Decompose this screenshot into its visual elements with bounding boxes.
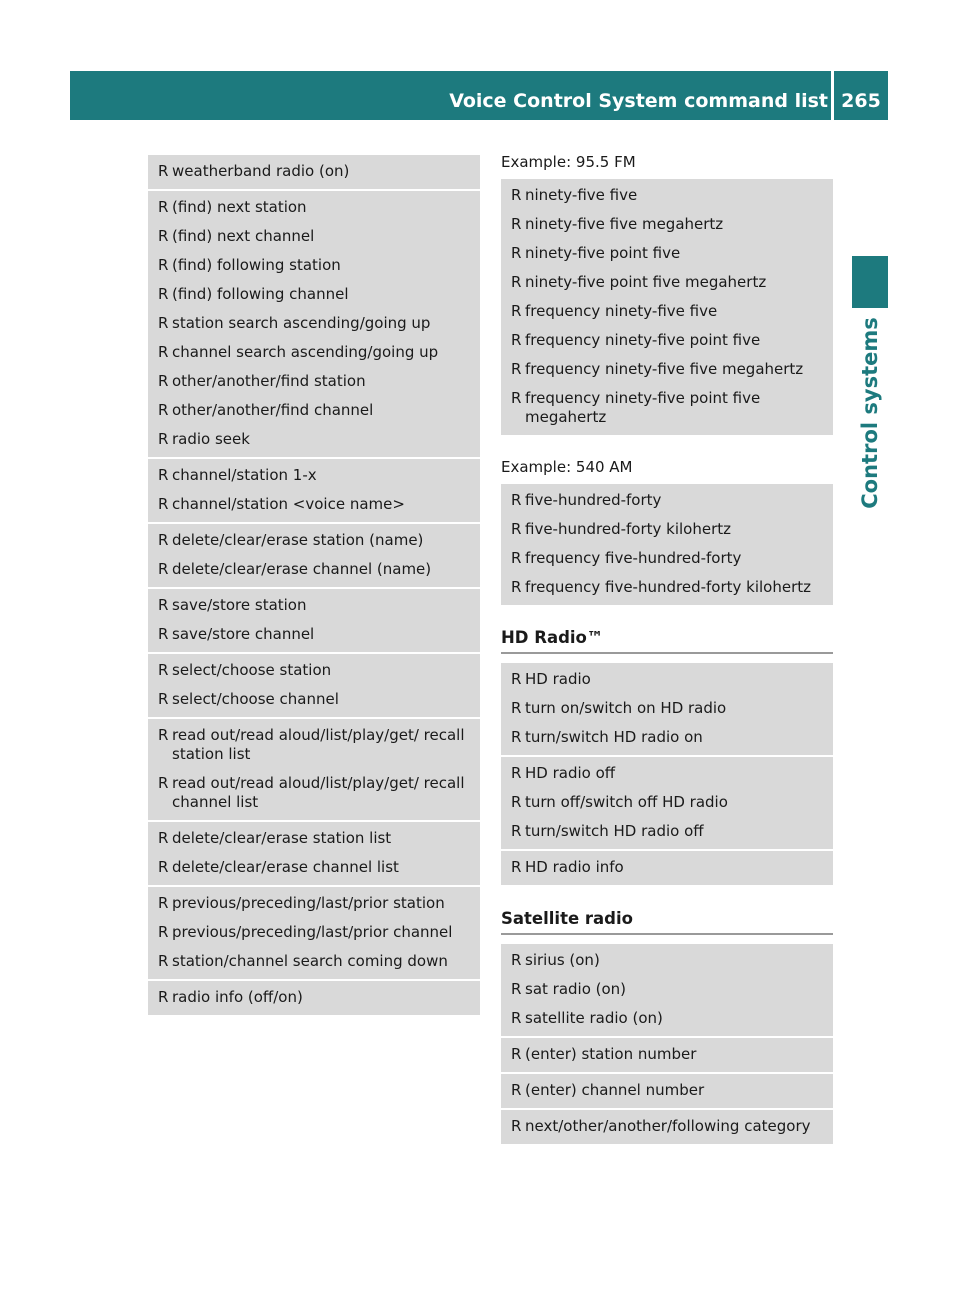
command-box bbox=[148, 981, 480, 1015]
bullet-icon: R bbox=[511, 215, 522, 233]
list-item-text: HD radio info bbox=[525, 858, 624, 876]
list-item bbox=[501, 186, 833, 205]
list-item bbox=[148, 829, 480, 848]
bullet-icon: R bbox=[511, 549, 522, 567]
list-item bbox=[148, 343, 480, 362]
example-am-label: Example: 540 AM bbox=[501, 458, 633, 476]
list-item bbox=[148, 858, 480, 877]
list-item-text: (find) following station bbox=[172, 256, 341, 274]
list-item-text: delete/clear/erase station (name) bbox=[172, 531, 424, 549]
hd-radio-boxes bbox=[501, 663, 833, 885]
list-item bbox=[501, 728, 833, 747]
page-title: Voice Control System command list bbox=[449, 90, 828, 112]
bullet-icon: R bbox=[158, 923, 169, 941]
list-item bbox=[148, 625, 480, 644]
bullet-icon: R bbox=[511, 793, 522, 811]
list-item-text: frequency ninety-five point five megahertz bbox=[525, 389, 761, 426]
list-item-text: station/channel search coming down bbox=[172, 952, 448, 970]
list-item-text: frequency ninety-five five bbox=[525, 302, 718, 320]
list-item-text: channel search ascending/going up bbox=[172, 343, 439, 361]
bullet-icon: R bbox=[511, 1117, 522, 1135]
list-item-text: (find) next station bbox=[172, 198, 307, 216]
list-item-text: satellite radio (on) bbox=[525, 1009, 663, 1027]
list-item-text: five-hundred-forty kilohertz bbox=[525, 520, 732, 538]
list-item bbox=[148, 430, 480, 449]
satellite-radio-command-box bbox=[501, 1110, 833, 1144]
list-item bbox=[148, 495, 480, 514]
list-item bbox=[501, 1081, 833, 1100]
list-item-text: frequency ninety-five five megahertz bbox=[525, 360, 804, 378]
list-item bbox=[501, 520, 833, 539]
list-item bbox=[501, 951, 833, 970]
bullet-icon: R bbox=[158, 952, 169, 970]
bullet-icon: R bbox=[158, 198, 169, 216]
bullet-icon: R bbox=[158, 314, 169, 332]
list-item bbox=[501, 215, 833, 234]
bullet-icon: R bbox=[511, 389, 522, 407]
list-item-text: delete/clear/erase station list bbox=[172, 829, 392, 847]
list-item bbox=[501, 1009, 833, 1028]
bullet-icon: R bbox=[158, 858, 169, 876]
list-item bbox=[148, 227, 480, 246]
list-item bbox=[501, 1117, 833, 1136]
list-item bbox=[501, 764, 833, 783]
list-item bbox=[148, 894, 480, 913]
bullet-icon: R bbox=[511, 1081, 522, 1099]
bullet-icon: R bbox=[158, 343, 169, 361]
bullet-icon: R bbox=[511, 578, 522, 596]
list-item-text: (enter) station number bbox=[525, 1045, 697, 1063]
bullet-icon: R bbox=[158, 661, 169, 679]
list-item-text: radio seek bbox=[172, 430, 250, 448]
list-item bbox=[148, 596, 480, 615]
bullet-icon: R bbox=[158, 988, 169, 1006]
bullet-icon: R bbox=[158, 726, 169, 744]
list-item bbox=[501, 822, 833, 841]
list-item bbox=[148, 661, 480, 680]
hd-radio-command-box bbox=[501, 851, 833, 885]
list-item bbox=[148, 285, 480, 304]
bullet-icon: R bbox=[158, 829, 169, 847]
bullet-icon: R bbox=[511, 273, 522, 291]
bullet-icon: R bbox=[511, 980, 522, 998]
list-item-text: delete/clear/erase channel list bbox=[172, 858, 399, 876]
list-item-text: select/choose channel bbox=[172, 690, 339, 708]
command-box bbox=[148, 155, 480, 189]
bullet-icon: R bbox=[158, 401, 169, 419]
list-item-text: frequency five-hundred-forty kilohertz bbox=[525, 578, 812, 596]
list-item-text: turn/switch HD radio off bbox=[525, 822, 704, 840]
command-box bbox=[148, 191, 480, 457]
list-item-text: HD radio bbox=[525, 670, 591, 688]
bullet-icon: R bbox=[158, 285, 169, 303]
list-item bbox=[501, 389, 833, 427]
list-item bbox=[148, 198, 480, 217]
bullet-icon: R bbox=[158, 430, 169, 448]
list-item bbox=[501, 980, 833, 999]
bullet-icon: R bbox=[511, 728, 522, 746]
satellite-radio-command-box bbox=[501, 944, 833, 1036]
list-item-text: save/store channel bbox=[172, 625, 315, 643]
satellite-radio-command-box bbox=[501, 1074, 833, 1108]
list-item bbox=[148, 314, 480, 333]
list-item bbox=[501, 244, 833, 263]
hd-radio-heading: HD Radio™ bbox=[501, 627, 833, 654]
list-item-text: (enter) channel number bbox=[525, 1081, 705, 1099]
list-item-text: ninety-five five megahertz bbox=[525, 215, 724, 233]
bullet-icon: R bbox=[511, 360, 522, 378]
bullet-icon: R bbox=[511, 951, 522, 969]
list-item bbox=[148, 560, 480, 579]
list-item-text: radio info (off/on) bbox=[172, 988, 303, 1006]
list-item-text: turn on/switch on HD radio bbox=[525, 699, 727, 717]
list-item bbox=[148, 690, 480, 709]
hd-radio-command-box bbox=[501, 757, 833, 849]
bullet-icon: R bbox=[511, 670, 522, 688]
list-item bbox=[148, 988, 480, 1007]
satellite-radio-command-box bbox=[501, 1038, 833, 1072]
command-box bbox=[148, 459, 480, 522]
side-tab-marker bbox=[852, 256, 888, 308]
list-item-text: select/choose station bbox=[172, 661, 332, 679]
list-item bbox=[501, 360, 833, 379]
list-item-text: five-hundred-forty bbox=[525, 491, 662, 509]
list-item-text: (find) following channel bbox=[172, 285, 349, 303]
command-box bbox=[148, 654, 480, 717]
list-item-text: weatherband radio (on) bbox=[172, 162, 350, 180]
list-item-text: previous/preceding/last/prior station bbox=[172, 894, 445, 912]
list-item bbox=[148, 531, 480, 550]
example-am-box bbox=[501, 484, 833, 605]
bullet-icon: R bbox=[158, 690, 169, 708]
list-item bbox=[148, 162, 480, 181]
bullet-icon: R bbox=[511, 244, 522, 262]
list-item bbox=[501, 549, 833, 568]
list-item-text: delete/clear/erase channel (name) bbox=[172, 560, 432, 578]
command-box bbox=[148, 887, 480, 979]
list-item-text: channel/station <voice name> bbox=[172, 495, 405, 513]
bullet-icon: R bbox=[158, 495, 169, 513]
list-item-text: channel/station 1-x bbox=[172, 466, 317, 484]
list-item-text: turn/switch HD radio on bbox=[525, 728, 703, 746]
list-item bbox=[148, 923, 480, 942]
list-item bbox=[148, 466, 480, 485]
list-item-text: frequency five-hundred-forty bbox=[525, 549, 742, 567]
bullet-icon: R bbox=[158, 894, 169, 912]
bullet-icon: R bbox=[511, 186, 522, 204]
bullet-icon: R bbox=[158, 372, 169, 390]
list-item-text: sat radio (on) bbox=[525, 980, 627, 998]
hd-radio-command-box bbox=[501, 663, 833, 755]
list-item bbox=[501, 858, 833, 877]
page-number: 265 bbox=[841, 90, 881, 112]
command-box bbox=[148, 524, 480, 587]
list-item bbox=[501, 1045, 833, 1064]
bullet-icon: R bbox=[511, 491, 522, 509]
bullet-icon: R bbox=[511, 520, 522, 538]
list-item-text: ninety-five five bbox=[525, 186, 638, 204]
list-item-text: turn off/switch off HD radio bbox=[525, 793, 728, 811]
list-item-text: ninety-five point five megahertz bbox=[525, 273, 767, 291]
list-item-text: (find) next channel bbox=[172, 227, 315, 245]
side-tab bbox=[852, 316, 888, 509]
right-column bbox=[501, 153, 833, 1146]
list-item-text: HD radio off bbox=[525, 764, 616, 782]
list-item-text: ninety-five point five bbox=[525, 244, 681, 262]
list-item-text: frequency ninety-five point five bbox=[525, 331, 761, 349]
example-fm-label: Example: 95.5 FM bbox=[501, 153, 636, 171]
list-item bbox=[501, 273, 833, 292]
list-item bbox=[148, 401, 480, 420]
bullet-icon: R bbox=[511, 699, 522, 717]
list-item bbox=[501, 670, 833, 689]
bullet-icon: R bbox=[511, 764, 522, 782]
list-item bbox=[148, 952, 480, 971]
list-item-text: read out/read aloud/list/play/get/ recall channel list bbox=[172, 774, 465, 811]
bullet-icon: R bbox=[158, 596, 169, 614]
bullet-icon: R bbox=[158, 162, 169, 180]
list-item bbox=[148, 256, 480, 275]
bullet-icon: R bbox=[511, 858, 522, 876]
list-item-text: station search ascending/going up bbox=[172, 314, 431, 332]
bullet-icon: R bbox=[511, 302, 522, 320]
bullet-icon: R bbox=[511, 1045, 522, 1063]
list-item bbox=[501, 699, 833, 718]
list-item-text: read out/read aloud/list/play/get/ recall station list bbox=[172, 726, 465, 763]
command-box bbox=[148, 822, 480, 885]
list-item-text: previous/preceding/last/prior channel bbox=[172, 923, 453, 941]
bullet-icon: R bbox=[158, 256, 169, 274]
bullet-icon: R bbox=[511, 1009, 522, 1027]
list-item bbox=[501, 793, 833, 812]
satellite-radio-boxes bbox=[501, 944, 833, 1144]
bullet-icon: R bbox=[158, 774, 169, 792]
list-item bbox=[501, 578, 833, 597]
list-item bbox=[501, 491, 833, 510]
bullet-icon: R bbox=[158, 560, 169, 578]
example-fm-box bbox=[501, 179, 833, 435]
list-item bbox=[148, 774, 480, 812]
list-item bbox=[148, 372, 480, 391]
command-box bbox=[148, 719, 480, 820]
list-item-text: next/other/another/following category bbox=[525, 1117, 811, 1135]
list-item-text: sirius (on) bbox=[525, 951, 600, 969]
satellite-radio-heading: Satellite radio bbox=[501, 908, 833, 935]
bullet-icon: R bbox=[158, 531, 169, 549]
command-box bbox=[148, 589, 480, 652]
bullet-icon: R bbox=[158, 625, 169, 643]
bullet-icon: R bbox=[511, 822, 522, 840]
list-item bbox=[148, 726, 480, 764]
list-item-text: other/another/find channel bbox=[172, 401, 374, 419]
list-item-text: other/another/find station bbox=[172, 372, 366, 390]
side-tab-label: Control systems bbox=[858, 316, 882, 509]
bullet-icon: R bbox=[158, 466, 169, 484]
bullet-icon: R bbox=[158, 227, 169, 245]
list-item bbox=[501, 331, 833, 350]
list-item bbox=[501, 302, 833, 321]
bullet-icon: R bbox=[511, 331, 522, 349]
left-column bbox=[148, 155, 480, 1017]
list-item-text: save/store station bbox=[172, 596, 307, 614]
